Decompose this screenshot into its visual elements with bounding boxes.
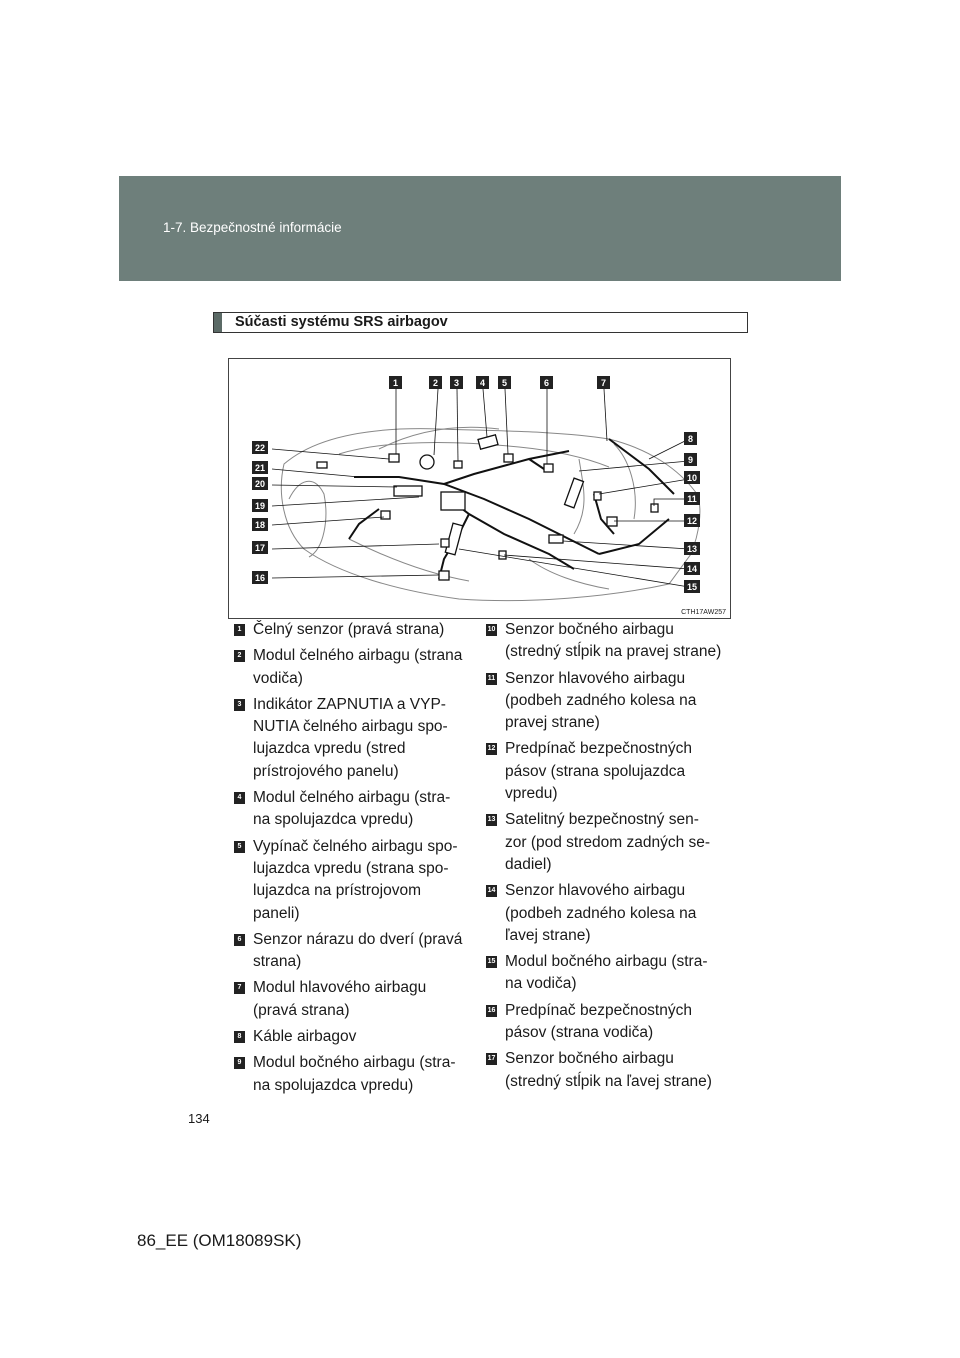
- item-number-badge: 11: [486, 673, 497, 685]
- component-item-12: [486, 738, 730, 805]
- item-number-badge: 4: [234, 792, 245, 804]
- item-number-badge: 5: [234, 841, 245, 853]
- component-item-14: [486, 880, 730, 947]
- item-number-badge: 9: [234, 1057, 245, 1069]
- item-number-badge: 14: [486, 885, 497, 897]
- component-item-17: [486, 1048, 730, 1093]
- callout-20: 20: [254, 479, 266, 489]
- item-number-badge: 1: [234, 624, 245, 636]
- item-description: Satelitný bezpečnostný sen- zor (pod stredom zadných se- dadiel): [505, 811, 711, 873]
- item-description: Indikátor ZAPNUTIA a VYP- NUTIA čelného airbagu spo- lujazdca vpredu (stred prístrojového panelu): [253, 695, 448, 780]
- callout-14: 14: [686, 564, 698, 574]
- component-item-9: [234, 1052, 466, 1097]
- item-number-badge: 8: [234, 1031, 245, 1043]
- item-description: Predpínač bezpečnostných pásov (strana spolujazdca vpredu): [505, 740, 692, 803]
- callout-9: 9: [687, 455, 694, 465]
- component-item-13: [486, 809, 730, 876]
- item-description: Modul čelného airbagu (stra- na spolujazdca vpredu): [253, 789, 451, 829]
- item-number-badge: 2: [234, 650, 245, 662]
- item-number-badge: 3: [234, 699, 245, 711]
- figure-code: CTH17AW257: [681, 609, 726, 616]
- item-description: Senzor hlavového airbagu (podbeh zadného kolesa na ľavej strane): [505, 882, 697, 944]
- callout-5: 5: [501, 378, 508, 388]
- item-description: Senzor bočného airbagu (stredný stĺpik na pravej strane): [505, 621, 722, 661]
- item-description: Čelný senzor (pravá strana): [253, 621, 445, 638]
- callout-19: 19: [254, 501, 266, 511]
- callout-22: 22: [254, 443, 266, 453]
- document-code: 86_EE (OM18089SK): [137, 1231, 302, 1250]
- callout-11: 11: [687, 494, 697, 504]
- page-number: 134: [188, 1111, 210, 1126]
- item-number-badge: 17: [486, 1053, 497, 1065]
- item-description: Predpínač bezpečnostných pásov (strana vodiča): [505, 1001, 692, 1042]
- item-number-badge: 7: [234, 982, 245, 994]
- component-item-2: [234, 645, 466, 690]
- callout-13: 13: [686, 544, 698, 554]
- section-title-accent: [214, 313, 222, 332]
- callout-2: 2: [432, 378, 439, 388]
- components-list-left: [234, 619, 466, 1101]
- callout-10: 10: [686, 473, 698, 483]
- component-item-5: [234, 836, 466, 925]
- callout-6: 6: [543, 378, 550, 388]
- item-description: Senzor bočného airbagu (stredný stĺpik na ľavej strane): [505, 1050, 712, 1090]
- item-number-badge: 15: [486, 956, 497, 968]
- component-item-6: [234, 929, 466, 974]
- callout-3: 3: [453, 378, 460, 388]
- item-description: Modul hlavového airbagu (pravá strana): [253, 979, 427, 1019]
- callout-15: 15: [686, 582, 698, 592]
- callout-16: 16: [254, 573, 266, 583]
- section-header: 1-7. Bezpečnostné informácie: [163, 220, 342, 235]
- callout-7: 7: [600, 378, 607, 388]
- section-title: Súčasti systému SRS airbagov: [235, 314, 448, 330]
- item-description: Vypínač čelného airbagu spo- lujazdca vpredu (strana spo- lujazdca na prístrojovom paneli): [253, 837, 458, 922]
- component-item-8: [234, 1026, 466, 1048]
- item-description: Senzor hlavového airbagu (podbeh zadného kolesa na pravej strane): [505, 669, 697, 732]
- item-number-badge: 12: [486, 743, 497, 755]
- item-description: Modul bočného airbagu (stra- na vodiča): [505, 953, 708, 993]
- component-item-3: [234, 694, 466, 783]
- components-list-right: [486, 619, 730, 1097]
- callout-4: 4: [479, 378, 486, 388]
- component-item-16: [486, 1000, 730, 1045]
- item-description: Modul čelného airbagu (strana vodiča): [253, 647, 463, 687]
- callout-1: 1: [392, 378, 399, 388]
- component-item-15: [486, 951, 730, 996]
- component-item-11: [486, 668, 730, 735]
- item-number-badge: 6: [234, 934, 245, 946]
- car-cutaway-illustration: [229, 359, 730, 618]
- item-description: Senzor nárazu do dverí (pravá strana): [253, 930, 463, 971]
- component-item-10: [486, 619, 730, 664]
- item-number-badge: 13: [486, 814, 497, 826]
- item-description: Modul bočného airbagu (stra- na spolujazdca vpredu): [253, 1054, 456, 1094]
- callout-17: 17: [254, 543, 266, 553]
- component-item-4: [234, 787, 466, 832]
- component-item-7: [234, 977, 466, 1022]
- airbag-components-figure: [228, 358, 731, 619]
- item-number-badge: 10: [486, 624, 497, 636]
- callout-12: 12: [686, 516, 698, 526]
- callout-21: 21: [254, 463, 266, 473]
- component-item-1: [234, 619, 466, 641]
- callout-8: 8: [687, 434, 694, 444]
- callout-18: 18: [254, 520, 266, 530]
- section-title-box: [213, 312, 748, 333]
- item-number-badge: 16: [486, 1005, 497, 1017]
- item-description: Káble airbagov: [253, 1028, 357, 1046]
